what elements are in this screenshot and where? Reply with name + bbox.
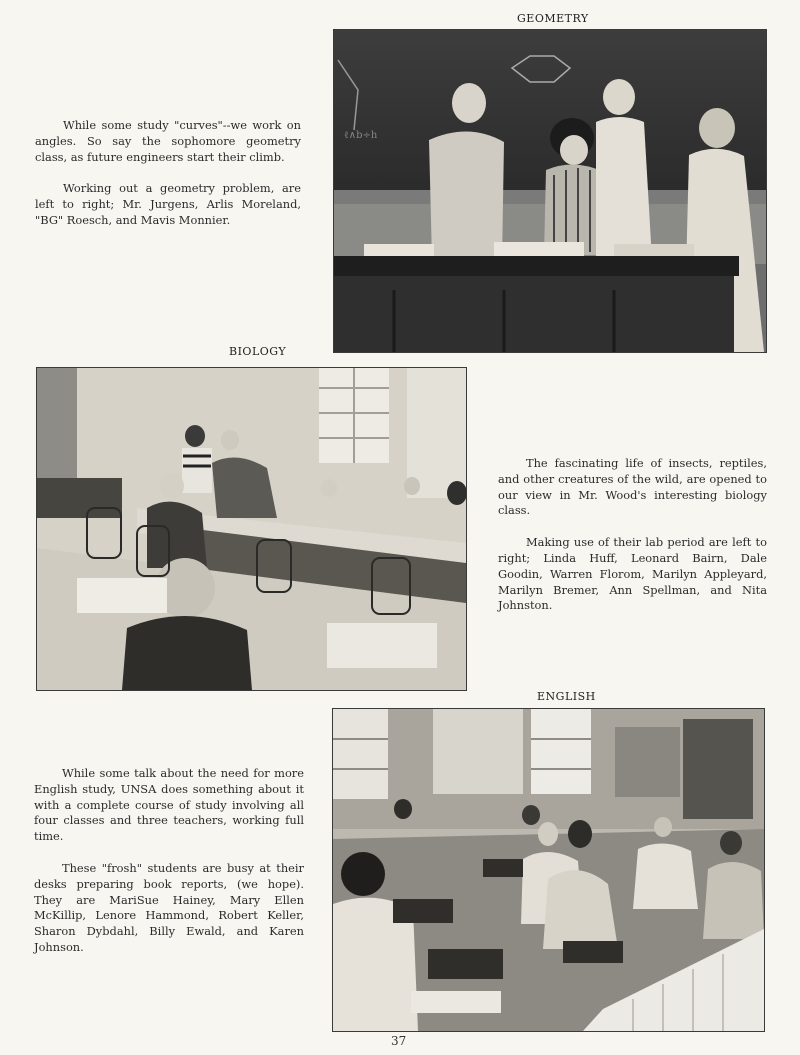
- english-caption: [34, 766, 304, 956]
- svg-text:ℓ∧b÷h: ℓ∧b÷h: [344, 130, 378, 141]
- biology-caption-para1: The fascinating life of insects, reptiles, and other creatures of the wild, are opened to our view in Mr. Wood's interesting biology class.: [498, 456, 767, 518]
- biology-caption: [498, 456, 767, 614]
- page-number: 37: [391, 1034, 407, 1048]
- biology-heading: BIOLOGY: [229, 345, 287, 358]
- geometry-photo: [333, 29, 767, 353]
- biology-photo: [36, 367, 467, 691]
- geometry-caption-para1: While some study "curves"--we work on angles. So say the sophomore geometry class, as future engineers start their climb.: [35, 118, 301, 164]
- geometry-caption: [35, 118, 301, 229]
- english-caption-para2: These "frosh" students are busy at their desks preparing book reports, (we hope). They are MariSue Hainey, Mary Ellen McKillip, Lenore Hammond, Robert Keller, Sharon Dybdahl, Billy Ewald, and Karen Johnson.: [34, 860, 304, 954]
- english-caption-para1: While some talk about the need for more English study, UNSA does something about it with a complete course of study involving all four classes and three teachers, working full time.: [34, 766, 304, 844]
- english-photo: [332, 708, 765, 1032]
- geometry-caption-para2: Working out a geometry problem, are left to right; Mr. Jurgens, Arlis Moreland, "BG" Roesch, and Mavis Monnier.: [35, 181, 301, 227]
- english-heading: ENGLISH: [537, 690, 596, 703]
- geometry-heading: GEOMETRY: [517, 12, 589, 25]
- biology-caption-para2: Making use of their lab period are left to right; Linda Huff, Leonard Bairn, Dale Goodin, Warren Florom, Marilyn Appleyard, Marilyn Bremer, Ann Spellman, and Nita Johnston.: [498, 535, 767, 613]
